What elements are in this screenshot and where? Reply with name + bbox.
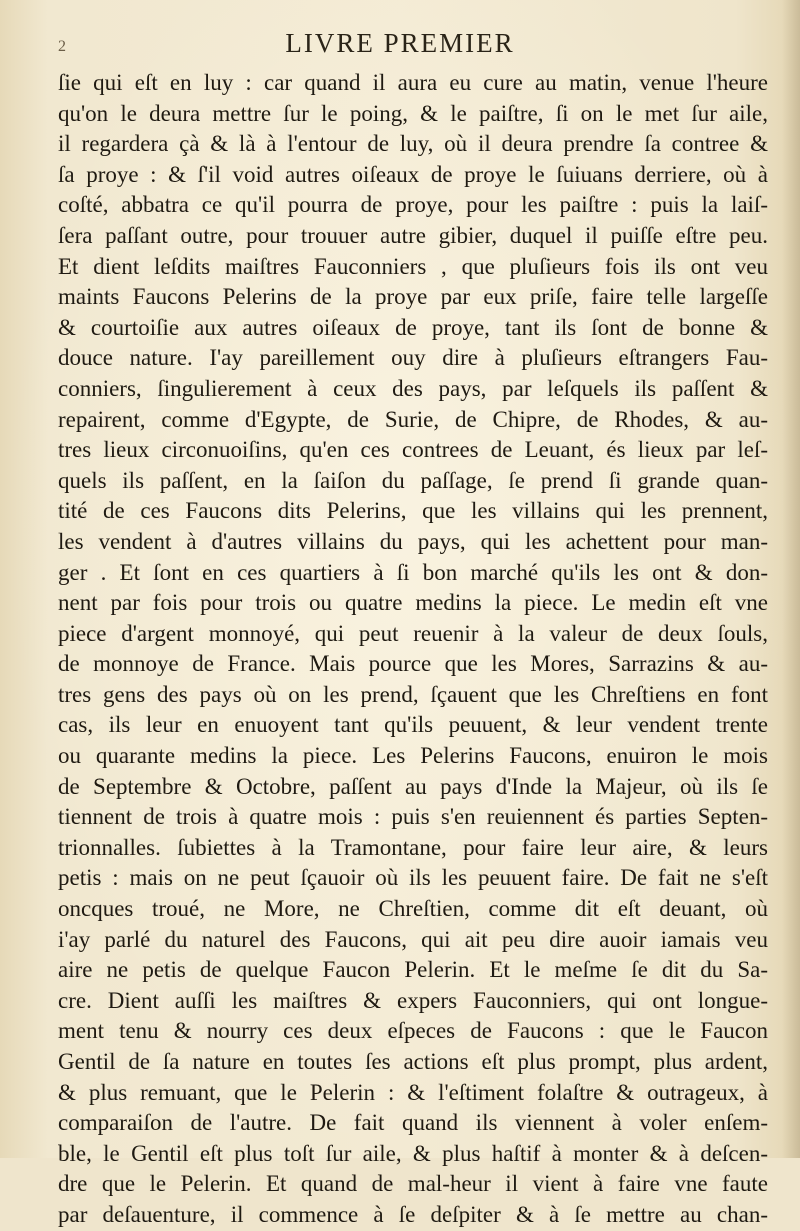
text-line: tres lieux circonuoiſins, qu'en ces contrees de Leuant, és lieux par leſ- [58,437,768,463]
text-line: coſté, abbatra ce qu'il pourra de proye, pour les paiſtre : puis la laiſ- [58,192,768,218]
text-line: ou quarante medins la piece. Les Pelerins Faucons, enuiron le mois [58,743,768,769]
text-line: ſie qui eſt en luy : car quand il aura eu cure au matin, venue l'heure [58,70,768,95]
text-line: quels ils paſſent, en la ſaiſon du paſſage, ſe prend ſi grande quan- [58,467,768,493]
text-line: il regardera çà & là à l'entour de luy, où il deura prendre ſa contree & [58,131,768,157]
text-line: qu'on le deura mettre ſur le poing, & le paiſtre, ſi on le met ſur aile, [58,100,768,126]
text-line: tres gens des pays où on les prend, ſçauent que les Chreſtiens en font [58,681,768,707]
text-line: ſera paſſant outre, pour trouuer autre gibier, duquel il puiſſe eſtre peu. [58,222,768,248]
text-line: Gentil de ſa nature en toutes ſes actions eſt plus prompt, plus ardent, [58,1049,768,1074]
text-line: les vendent à d'autres villains du pays, qui les achettent pour man- [58,528,768,554]
text-line: & plus remuant, que le Pelerin : & l'eſtiment folaſtre & outrageux, à [58,1079,768,1105]
text-line: aire ne petis de quelque Faucon Pelerin. Et le meſme ſe dit du Sa- [58,957,768,983]
text-line: repairent, comme d'Egypte, de Surie, de Chipre, de Rhodes, & au- [58,406,768,432]
text-line: tiennent de trois à quatre mois : puis s'en reuiennent és parties Septen- [58,804,768,830]
text-line: piece d'argent monnoyé, qui peut reuenir à la valeur de deux ſouls, [58,620,768,646]
text-line: de Septembre & Octobre, paſſent au pays d'Inde la Majeur, où ils ſe [58,773,768,799]
text-line: i'ay parlé du naturel des Faucons, qui ait peu dire auoir iamais veu [58,926,768,952]
text-line: trionnalles. ſubiettes à la Tramontane, pour faire leur aire, & leurs [58,834,768,860]
page-edge-shadow [782,0,800,1158]
text-line: oncques troué, ne More, ne Chreſtien, comme dit eſt deuant, où [58,896,768,922]
text-line: ger . Et ſont en ces quartiers à ſi bon marché qu'ils les ont & don- [58,559,768,585]
text-line: cas, ils leur en enuoyent tant qu'ils peuuent, & leur vendent trente [58,712,768,738]
page-number: 2 [58,38,66,55]
text-line: & courtoiſie aux autres oiſeaux de proye, tant ils ſont de bonne & [58,314,768,340]
text-line: dre que le Pelerin. Et quand de mal-heur il vient à faire vne faute [58,1171,768,1197]
text-line: ſa proye : & ſ'il void autres oiſeaux de proye le ſuiuans derriere, où à [58,161,768,187]
text-line: douce nature. I'ay pareillement ouy dire à pluſieurs eſtrangers Fau- [58,345,768,371]
text-line: ment tenu & nourry ces deux eſpeces de Faucons : que le Faucon [58,1018,768,1044]
text-line: conniers, ſingulierement à ceux des pays, par leſquels ils paſſent & [58,375,768,401]
running-head: LIVRE PREMIER [285,28,515,58]
body-text [58,68,768,1231]
text-line: nent par fois pour trois ou quatre medins la piece. Le medin eſt vne [58,590,768,616]
text-line: Et dient leſdits maiſtres Fauconniers , que pluſieurs fois ils ont veu [58,253,768,279]
text-line: cre. Dient auſſi les maiſtres & expers Fauconniers, qui ont longue- [58,987,768,1013]
text-line: comparaiſon de l'autre. De fait quand ils viennent à voler enſem- [58,1110,768,1136]
text-line: petis : mais on ne peut ſçauoir où ils les peuuent faire. De fait ne s'eſt [58,865,768,891]
text-line: tité de ces Faucons dits Pelerins, que les villains qui les prennent, [58,498,768,524]
text-line: maints Faucons Pelerins de la proye par eux priſe, faire telle largeſſe [58,284,768,310]
text-line: ble, le Gentil eſt plus toſt ſur aile, & plus haſtif à monter & à deſcen- [58,1140,768,1166]
text-line: de monnoye de France. Mais pource que les Mores, Sarrazins & au- [58,651,768,677]
text-line: par deſauenture, il commence à ſe deſpiter & à ſe mettre au chan- [58,1201,768,1227]
